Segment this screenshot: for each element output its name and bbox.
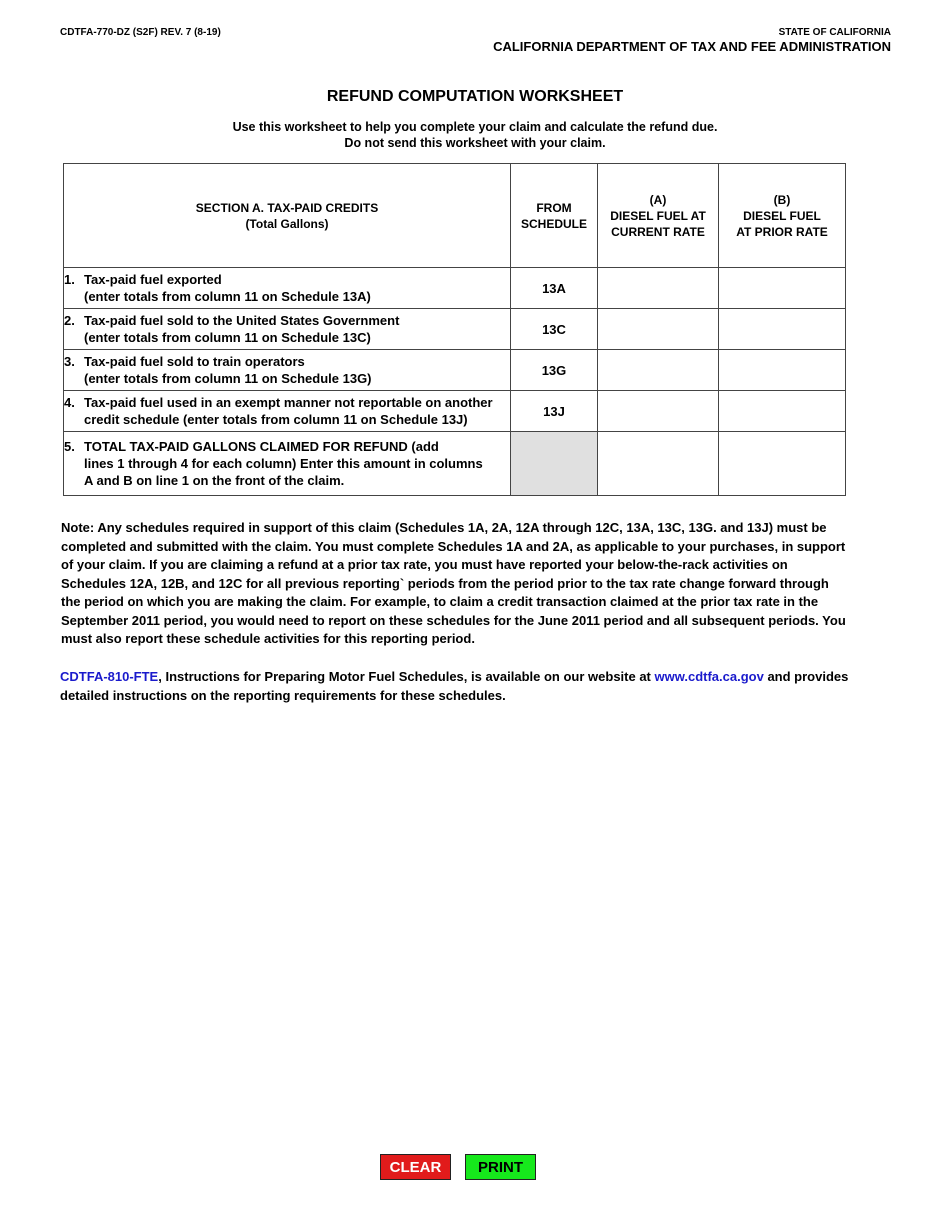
row-1-number: 1. — [64, 272, 75, 287]
row-4-line-1: Tax-paid fuel used in an exempt manner not reportable on another — [84, 395, 493, 410]
row-3-description — [64, 350, 511, 391]
header-section-a — [64, 164, 511, 268]
row-1-column-b-field[interactable] — [719, 268, 846, 309]
header-column-a — [598, 164, 719, 268]
row-1-schedule: 13A — [511, 268, 598, 309]
form-810-fte-link[interactable]: CDTFA-810-FTE — [60, 669, 159, 684]
row-4-number: 4. — [64, 395, 75, 410]
row-3-line-1: Tax-paid fuel sold to train operators — [84, 354, 305, 369]
subtitle-line-2: Do not send this worksheet with your claim. — [344, 136, 606, 150]
agency-name: CALIFORNIA DEPARTMENT OF TAX AND FEE ADMINISTRATION — [493, 39, 891, 54]
header-a-line-2: CURRENT RATE — [611, 224, 705, 239]
page-subtitle — [0, 119, 950, 151]
row-3-column-b-input[interactable] — [719, 362, 845, 379]
row-2-schedule: 13C — [511, 309, 598, 350]
row-1-line-1: Tax-paid fuel exported — [84, 272, 222, 287]
row-1-description — [64, 268, 511, 309]
row-5-column-a-field[interactable] — [598, 432, 719, 496]
row-2-column-a-input[interactable] — [598, 321, 718, 338]
subtitle-line-1: Use this worksheet to help you complete your claim and calculate the refund due. — [232, 120, 718, 134]
header-schedule-line-2: SCHEDULE — [520, 216, 587, 231]
page-title: REFUND COMPUTATION WORKSHEET — [326, 88, 624, 105]
row-2-line-1: Tax-paid fuel sold to the United States Government — [84, 313, 400, 328]
table-row — [64, 432, 846, 496]
row-3-column-a-field[interactable] — [598, 350, 719, 391]
row-4-description — [64, 391, 511, 432]
form-number: CDTFA-770-DZ (S2F) REV. 7 (8-19) — [60, 27, 221, 38]
row-3-line-2: (enter totals from column 11 on Schedule 13G) — [84, 371, 372, 386]
row-4-column-b-input[interactable] — [719, 403, 845, 420]
print-button[interactable]: PRINT — [465, 1154, 536, 1180]
header-schedule-line-1: FROM — [536, 200, 572, 215]
row-4-column-b-field[interactable] — [719, 391, 846, 432]
header-a-letter: (A) — [649, 192, 667, 207]
row-5-schedule-shaded — [511, 432, 598, 496]
row-5-description — [64, 432, 511, 496]
row-5-line-2: lines 1 through 4 for each column) Enter this amount in columns — [84, 456, 483, 471]
row-2-number: 2. — [64, 313, 75, 328]
refund-worksheet-table — [63, 163, 846, 496]
header-b-line-1: DIESEL FUEL — [743, 208, 821, 223]
row-3-schedule: 13G — [511, 350, 598, 391]
header-from-schedule — [511, 164, 598, 268]
row-5-column-b-input[interactable] — [719, 455, 845, 472]
row-2-column-b-input[interactable] — [719, 321, 845, 338]
row-3-column-b-field[interactable] — [719, 350, 846, 391]
row-4-line-2: credit schedule (enter totals from column 11 on Schedule 13J) — [84, 412, 468, 427]
state-label: STATE OF CALIFORNIA — [778, 27, 891, 38]
row-5-column-a-input[interactable] — [598, 455, 718, 472]
table-row — [64, 391, 846, 432]
instructions-text-1: , Instructions for Preparing Motor Fuel Schedules, is available on our website at — [158, 669, 655, 684]
row-2-line-2: (enter totals from column 11 on Schedule 13C) — [84, 330, 371, 345]
row-1-column-a-field[interactable] — [598, 268, 719, 309]
header-b-line-2: AT PRIOR RATE — [736, 224, 828, 239]
instructions-text-2: and provides detailed instructions on the reporting requirements for these schedules. — [60, 669, 849, 703]
row-4-column-a-field[interactable] — [598, 391, 719, 432]
row-5-column-b-field[interactable] — [719, 432, 846, 496]
section-a-title: SECTION A. TAX-PAID CREDITS — [195, 200, 379, 215]
agency-header — [493, 27, 891, 55]
table-row — [64, 268, 846, 309]
section-a-subtitle: (Total Gallons) — [245, 216, 329, 231]
table-row — [64, 309, 846, 350]
row-4-column-a-input[interactable] — [598, 403, 718, 420]
header-column-b — [719, 164, 846, 268]
row-5-number: 5. — [64, 439, 75, 454]
row-1-column-b-input[interactable] — [719, 280, 845, 297]
row-2-column-a-field[interactable] — [598, 309, 719, 350]
row-4-schedule: 13J — [511, 391, 598, 432]
website-link[interactable]: www.cdtfa.ca.gov — [654, 669, 764, 684]
header-b-letter: (B) — [773, 192, 791, 207]
row-2-description — [64, 309, 511, 350]
header-a-line-1: DIESEL FUEL AT — [610, 208, 706, 223]
table-header-row — [64, 164, 846, 268]
table-row — [64, 350, 846, 391]
row-5-line-3: A and B on line 1 on the front of the claim. — [84, 473, 345, 488]
instructions-paragraph — [60, 668, 850, 705]
row-5-line-1: TOTAL TAX-PAID GALLONS CLAIMED FOR REFUND (add — [84, 439, 439, 454]
row-2-column-b-field[interactable] — [719, 309, 846, 350]
row-3-number: 3. — [64, 354, 75, 369]
row-3-column-a-input[interactable] — [598, 362, 718, 379]
note-paragraph: Note: Any schedules required in support of this claim (Schedules 1A, 2A, 12A through 12C, 13A, 13C, 13G. and 13J) must be completed and submitted with the claim. You must complete Schedules 1A and 2A, as applicable to your purchases, in support of your claim. If you are claiming a refund at a prior tax rate, you must have reported your below-the-rack activities on Schedules 12A, 12B, and 12C for all previous reporting` periods from the period prior to the tax rate change forward through the period on which you are making the claim. For example, to claim a credit transaction claimed at the prior tax rate in the September 2011 period, you would need to report on these schedules for the June 2011 period and all subsequent periods. You must also report these schedule activities for this reporting period. — [61, 520, 846, 646]
row-1-column-a-input[interactable] — [598, 280, 718, 297]
clear-button[interactable]: CLEAR — [380, 1154, 451, 1180]
row-1-line-2: (enter totals from column 11 on Schedule 13A) — [84, 289, 371, 304]
